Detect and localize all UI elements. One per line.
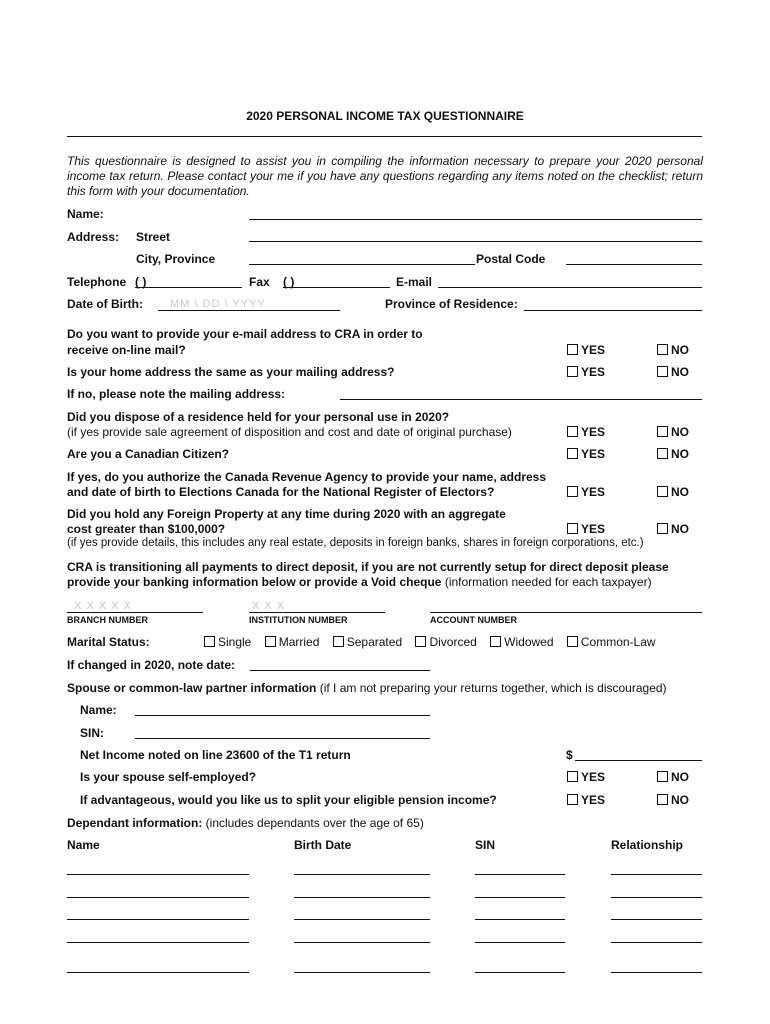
pension-split-label: If advantageous, would you like us to split your eligible pension income?: [80, 793, 497, 807]
telephone-label: Telephone: [67, 275, 127, 289]
direct-deposit-line2: provide your banking information below or provide a Void cheque (information needed for each taxpayer): [67, 575, 652, 589]
province-field[interactable]: [524, 310, 702, 311]
institution-field[interactable]: [249, 612, 385, 613]
branch-caption: BRANCH NUMBER: [67, 615, 148, 625]
q3-line1: Did you dispose of a residence held for your personal use in 2020?: [67, 410, 450, 424]
postal-field[interactable]: [566, 264, 702, 265]
dependant-relationship-field[interactable]: [611, 919, 702, 920]
net-income-label: Net Income noted on line 23600 of the T1 return: [80, 748, 351, 762]
account-field[interactable]: [430, 612, 702, 613]
checkbox-icon: [204, 636, 215, 647]
dependant-col-sin: SIN: [475, 838, 496, 852]
q2-no[interactable]: NO: [657, 365, 689, 379]
q5-line2: and date of birth to Elections Canada for the National Register of Electors?: [67, 485, 495, 499]
title-rule: [67, 136, 702, 137]
mailing-field[interactable]: [340, 399, 702, 400]
dependant-relationship-field[interactable]: [611, 874, 702, 875]
dependant-col-birth-date: Birth Date: [294, 838, 352, 852]
self-employed-label: Is your spouse self-employed?: [80, 770, 257, 784]
checkbox-icon: [567, 771, 578, 782]
account-caption: ACCOUNT NUMBER: [430, 615, 517, 625]
q4-text: Are you a Canadian Citizen?: [67, 447, 230, 461]
spouse-name-field[interactable]: [135, 715, 430, 716]
checkbox-icon: [657, 523, 668, 534]
dob-field[interactable]: [158, 310, 340, 311]
dollar-sign: $: [566, 748, 573, 762]
direct-deposit-line1: CRA is transitioning all payments to direct deposit, if you are not currently setup for direct deposit please: [67, 560, 669, 574]
intro-text: This questionnaire is designed to assist you in compiling the information necessary to prepare your 2020 personal income tax return. Please contact your me if you have any questions regarding any items noted on the checklist; return this form with your documentation.: [67, 154, 703, 198]
dependant-name-field[interactable]: [67, 897, 249, 898]
dependant-relationship-field[interactable]: [611, 897, 702, 898]
dependant-birth-date-field[interactable]: [294, 919, 430, 920]
checkbox-icon: [657, 486, 668, 497]
dependant-birth-date-field[interactable]: [294, 972, 430, 973]
q6-line1: Did you hold any Foreign Property at any time during 2020 with an aggregate: [67, 507, 506, 521]
dependant-col-name: Name: [67, 838, 100, 852]
q1-no[interactable]: NO: [657, 343, 689, 357]
dependant-birth-date-field[interactable]: [294, 942, 430, 943]
q2-yes[interactable]: YES: [567, 365, 605, 379]
telephone-field[interactable]: [135, 287, 242, 288]
branch-field[interactable]: [67, 612, 203, 613]
checkbox-icon: [567, 486, 578, 497]
marital-common-law[interactable]: Common-Law: [567, 635, 656, 649]
marital-separated[interactable]: Separated: [333, 635, 402, 649]
email-field[interactable]: [438, 287, 702, 288]
pension-split-yes[interactable]: YES: [567, 793, 605, 807]
dependant-name-field[interactable]: [67, 972, 249, 973]
dependant-sin-field[interactable]: [475, 874, 565, 875]
checkbox-icon: [567, 523, 578, 534]
city-label: City, Province: [136, 252, 216, 266]
spouse-sin-label: SIN:: [80, 726, 104, 740]
self-employed-no[interactable]: NO: [657, 770, 689, 784]
dependant-name-field[interactable]: [67, 919, 249, 920]
checkbox-icon: [567, 366, 578, 377]
q1-line2: receive on-line mail?: [67, 343, 186, 357]
net-income-field[interactable]: [575, 760, 702, 761]
checkbox-icon: [567, 636, 578, 647]
checkbox-icon: [657, 794, 668, 805]
fax-field[interactable]: [283, 287, 390, 288]
changed-label: If changed in 2020, note date:: [67, 658, 236, 672]
marital-widowed[interactable]: Widowed: [490, 635, 553, 649]
institution-caption: INSTITUTION NUMBER: [249, 615, 348, 625]
branch-hint: X X X X X: [74, 600, 132, 612]
marital-label: Marital Status:: [67, 635, 150, 649]
dependant-relationship-field[interactable]: [611, 942, 702, 943]
spouse-sin-field[interactable]: [135, 738, 430, 739]
q1-line1: Do you want to provide your e-mail address to CRA in order to: [67, 327, 423, 341]
dependant-col-relationship: Relationship: [611, 838, 684, 852]
q1-yes[interactable]: YES: [567, 343, 605, 357]
name-field[interactable]: [249, 219, 702, 220]
postal-label: Postal Code: [476, 252, 546, 266]
fax-label: Fax: [249, 275, 270, 289]
checkbox-icon: [567, 344, 578, 355]
dependant-name-field[interactable]: [67, 874, 249, 875]
dependant-birth-date-field[interactable]: [294, 897, 430, 898]
marital-options: [204, 635, 666, 649]
dob-hint: MM \ DD \ YYYY: [170, 298, 266, 310]
dob-label: Date of Birth:: [67, 297, 143, 311]
checkbox-icon: [657, 426, 668, 437]
q5-line1: If yes, do you authorize the Canada Revenue Agency to provide your name, address: [67, 470, 547, 484]
self-employed-yes[interactable]: YES: [567, 770, 605, 784]
q6-line2: cost greater than $100,000?: [67, 522, 226, 536]
checkbox-icon: [657, 448, 668, 459]
dependant-heading: Dependant information: (includes dependants over the age of 65): [67, 816, 424, 830]
dependant-name-field[interactable]: [67, 942, 249, 943]
checkbox-icon: [567, 448, 578, 459]
checkbox-icon: [567, 426, 578, 437]
q3-line2: (if yes provide sale agreement of disposition and cost and date of original purchase): [67, 425, 512, 439]
address-label: Address:: [67, 230, 120, 244]
email-label: E-mail: [396, 275, 433, 289]
q2-text: Is your home address the same as your mailing address?: [67, 365, 395, 379]
province-label: Province of Residence:: [385, 297, 518, 311]
q3-no[interactable]: NO: [657, 425, 689, 439]
checkbox-icon: [333, 636, 344, 647]
dependant-sin-field[interactable]: [475, 972, 565, 973]
pension-split-no[interactable]: NO: [657, 793, 689, 807]
checkbox-icon: [657, 366, 668, 377]
dependant-sin-field[interactable]: [475, 919, 565, 920]
q6-note: (if yes provide details, this includes any real estate, deposits in foreign banks, shares in foreign corporations, etc.): [67, 537, 644, 549]
mailing-label: If no, please note the mailing address:: [67, 387, 286, 401]
spouse-heading: Spouse or common-law partner information (if I am not preparing your returns together, which is discouraged): [67, 681, 667, 695]
city-field[interactable]: [249, 264, 475, 265]
street-label: Street: [136, 230, 171, 244]
checkbox-icon: [567, 794, 578, 805]
checkbox-icon: [265, 636, 276, 647]
spouse-name-label: Name:: [80, 703, 117, 717]
dependant-sin-field[interactable]: [475, 942, 565, 943]
fax-area: ( ): [283, 275, 295, 289]
checkbox-icon: [657, 771, 668, 782]
telephone-area: ( ): [135, 275, 147, 289]
checkbox-icon: [657, 344, 668, 355]
q5-no[interactable]: NO: [657, 485, 689, 499]
q6-no[interactable]: NO: [657, 522, 689, 536]
name-label: Name:: [67, 207, 104, 221]
marital-married[interactable]: Married: [265, 635, 320, 649]
dependant-sin-field[interactable]: [475, 897, 565, 898]
checkbox-icon: [415, 636, 426, 647]
institution-hint: X X X: [252, 600, 286, 612]
dependant-relationship-field[interactable]: [611, 972, 702, 973]
marital-divorced[interactable]: Divorced: [415, 635, 476, 649]
q5-yes[interactable]: YES: [567, 485, 605, 499]
q3-yes[interactable]: YES: [567, 425, 605, 439]
dependant-birth-date-field[interactable]: [294, 874, 430, 875]
q4-no[interactable]: NO: [657, 447, 689, 461]
q6-yes[interactable]: YES: [567, 522, 605, 536]
form-title: 2020 PERSONAL INCOME TAX QUESTIONNAIRE: [246, 109, 524, 123]
marital-single[interactable]: Single: [204, 635, 251, 649]
checkbox-icon: [490, 636, 501, 647]
q4-yes[interactable]: YES: [567, 447, 605, 461]
street-field[interactable]: [249, 241, 702, 242]
changed-date-field[interactable]: [250, 670, 430, 671]
